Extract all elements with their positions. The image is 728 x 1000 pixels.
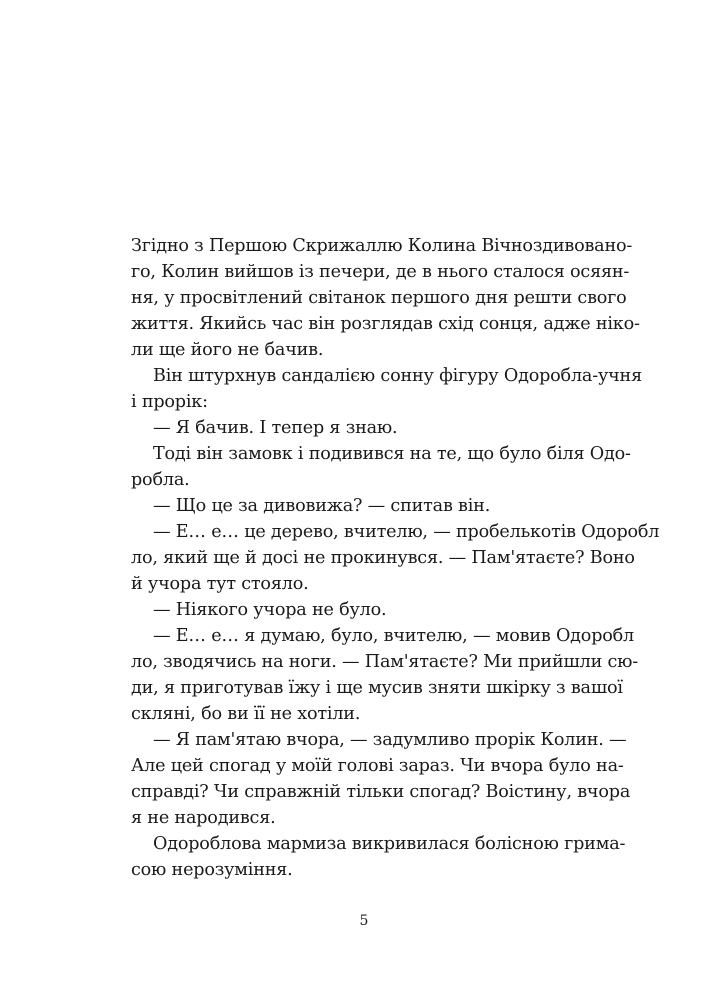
text-line: життя. Якийсь час він розглядав схід сонця, адже ніко-: [131, 314, 640, 334]
text-line: — Я пам'ятаю вчора, — задумливо прорік Колин. —: [153, 730, 627, 750]
text-line: — Е… е… я думаю, було, вчителю, — мовив Одоробл: [153, 626, 635, 646]
page-number: 5: [359, 913, 369, 929]
body-text: [131, 233, 660, 883]
text-line: ло, зводячись на ноги. — Пам'ятаєте? Ми прийшли сю-: [131, 652, 639, 672]
text-line: — Ніякого учора не було.: [153, 600, 387, 620]
text-line: сою нерозуміння.: [131, 860, 293, 880]
text-line: Тоді він замовк і подивився на те, що було біля Одо-: [153, 444, 631, 464]
text-line: Одороблова мармиза викривилася болісною грима-: [153, 834, 626, 854]
text-line: скляні, бо ви її не хотіли.: [131, 704, 361, 724]
text-line: — Що це за дивовижа? — спитав він.: [153, 496, 491, 516]
text-line: Згідно з Першою Скрижаллю Колина Вічноздивовано-: [131, 236, 633, 256]
text-line: ли ще його не бачив.: [131, 340, 324, 360]
text-line: справді? Чи справжній тільки спогад? Воістину, вчора: [131, 782, 631, 802]
text-line: я не народився.: [131, 808, 276, 828]
text-line: робла.: [131, 470, 190, 490]
text-line: ня, у просвітлений світанок першого дня решти свого: [131, 288, 627, 308]
text-line: і прорік:: [131, 392, 208, 412]
text-line: Але цей спогад у моїй голові зараз. Чи вчора було на-: [131, 756, 624, 776]
text-line: й учора тут стояло.: [131, 574, 309, 594]
text-line: Він штурхнув сандалією сонну фігуру Одоробла-учня: [153, 366, 642, 386]
text-line: го, Колин вийшов із печери, де в нього сталося осяян-: [131, 262, 630, 282]
text-line: ло, який ще й досі не прокинувся. — Пам'ятаєте? Воно: [131, 548, 635, 568]
text-line: — Е… е… це дерево, вчителю, — пробелькотів Одоробл: [153, 522, 660, 542]
text-line: — Я бачив. І тепер я знаю.: [153, 418, 398, 438]
text-line: ди, я приготував їжу і ще мусив зняти шкірку з вашої: [131, 678, 623, 698]
